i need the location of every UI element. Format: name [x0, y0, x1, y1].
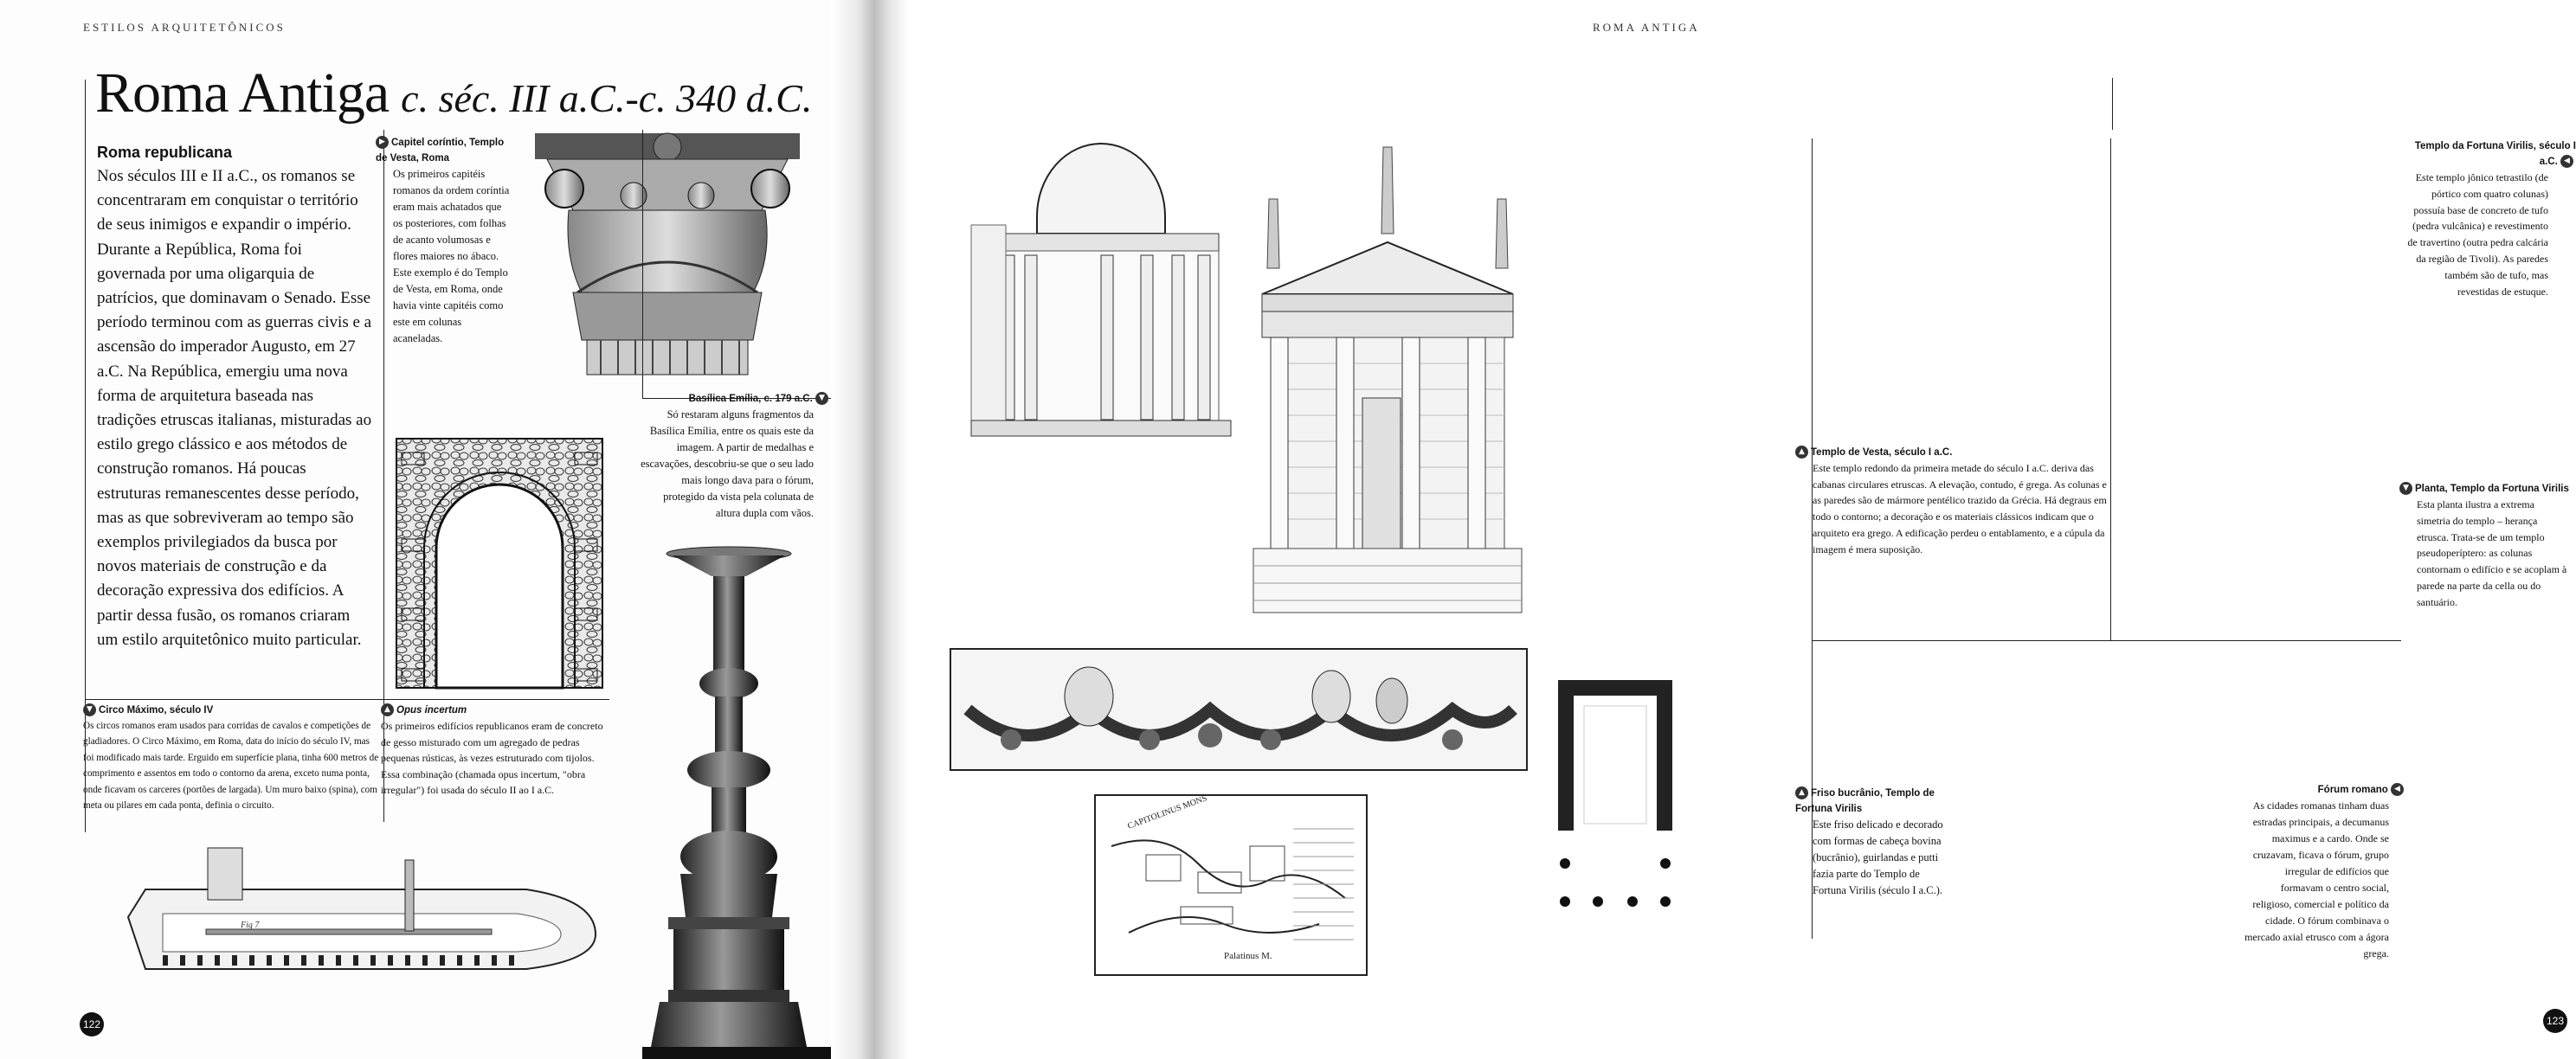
caption-planta-heading: ▼ Planta, Templo da Fortuna Virilis: [2399, 481, 2569, 497]
intro-heading: Roma republicana: [97, 144, 233, 161]
map-label-palatinus: Palatinus M.: [1224, 951, 1272, 961]
caption-planta-body: Esta planta ilustra a extrema simetria do templo – herança etrusca. Trata-se de um templo pseudoperíptero: as colunas contornam o edifício e se acoplam à parede na parte da cella ou do santuário.: [2417, 498, 2567, 608]
caption-forum-body: As cidades romanas tinham duas estradas principais, a decumanus maximus e a cardo. Onde se cruzavam, ficava o fórum, grupo irregular de edifícios que formavam o centro social, religioso, comercial e político da cidade. O fórum combinava o mercado axial etrusco com a ágora grega.: [2244, 799, 2389, 960]
circus-fig-label: Fig 7: [241, 921, 260, 930]
circo-rule-top: [85, 699, 609, 700]
temple-plan-figure: [1553, 675, 1678, 921]
caption-vesta-heading: ▲ Templo de Vesta, século I a.C.: [1795, 445, 2109, 460]
candelabrum-figure: [642, 545, 834, 1059]
right-page: [873, 0, 2576, 1059]
forum-map-figure: [1094, 794, 1368, 976]
arrow-up-icon: ▲: [1795, 446, 1808, 459]
arrow-down-icon: ▼: [2399, 482, 2412, 495]
arrow-left-icon: ◀: [2391, 783, 2404, 796]
title-dates: c. séc. III a.C.-c. 340 d.C.: [401, 76, 813, 120]
temple-of-vesta-figure: [971, 130, 1231, 436]
caption-circo-body: Os circos romanos eram usados para corridas de cavalos e competições de gladiadores. O Circo Máximo, em Roma, data do início do século IV, mas foi modificado mais tarde. Erguido em superfície plana, tinha 600 metros de comprimento e assentos em todo o contorno da arena, exceto numa ponta, onde ficavam os carceres (portões de largada). Um muro baixo (spina), com meta ou pilares em cada ponta, definia o circuito.: [83, 721, 379, 812]
corinthian-capital-figure: [530, 128, 805, 375]
temple-fortuna-virilis-figure: [1253, 138, 1522, 613]
frieze-rule-top: [1813, 640, 2401, 641]
circus-maximus-figure: [111, 848, 608, 979]
running-head-left: ESTILOS ARQUITETÔNICOS: [83, 21, 286, 34]
caption-opus-body: Os primeiros edifícios republicanos eram de concreto de gesso misturado com um agregado de pedras pequenas rústicas, às vezes estruturado com tijolos. Essa combinação (chamada opus incertum, "obra irregular") foi usada do século II ao I a.C.: [381, 720, 603, 797]
intro-text: Nos séculos III e II a.C., os romanos se concentraram em conquistar o território de seus inimigos e expandir o império. Durante a República, Roma foi governada por uma oligarquia de patrícios, que dominavam o Senado. Esse período terminou com as guerras civis e a ascensão do imperador Augusto, em 27 a.C. Na República, emergiu uma nova forma de arquitetura baseada nas tradições etruscas italianas, misturadas ao estilo grego clássico e aos métodos de construção romanos. Há poucas estruturas remanescentes desse período, mas as que sobreviveram ao tempo são exemplos privilegiados da busca por novos materiais de construção e da decoração expressiva dos edifícios. A partir dessa fusão, os romanos criaram um estilo arquitetônico muito particular.: [97, 167, 372, 649]
caption-opus-heading: ▲ Opus incertum: [381, 703, 608, 718]
caption-friso-heading: ▲ Friso bucrânio, Templo de Fortuna Virilis: [1795, 788, 1935, 814]
title-main: Roma Antiga: [95, 61, 390, 125]
caption-circo: [83, 703, 383, 813]
column-rule-right-3: [2112, 78, 2113, 130]
caption-capitel-body: Os primeiros capitéis romanos da ordem coríntia eram mais achatados que os posteriores, com folhas de acanto volumosas e flores maiores no ábaco. Este exemplo é do Templo de Vesta, em Roma, onde havia vinte capitéis como este em colunas acaneladas.: [393, 168, 510, 344]
page-number-right: 123: [2543, 1009, 2567, 1033]
arrow-left-icon: ◀: [2560, 155, 2573, 168]
column-rule-capital: [642, 130, 643, 398]
arrow-up-icon: ▲: [1795, 786, 1808, 799]
arrow-up-icon: ▲: [381, 703, 394, 716]
map-label-capitolinus: CAPITOLINUS MONS: [1126, 793, 1208, 831]
caption-friso-body: Este friso delicado e decorado com formas de cabeça bovina (bucrânio), guirlandas e putti fazia parte do Templo de Fortuna Virilis (século I a.C.).: [1813, 818, 1943, 896]
caption-basilica-heading: Basílica Emília, c. 179 a.C. ▼: [641, 391, 831, 407]
left-page: [0, 0, 873, 1059]
arrow-down-icon: ▼: [815, 392, 828, 405]
running-head-right: ROMA ANTIGA: [1593, 21, 1700, 34]
caption-fortuna-heading: Templo da Fortuna Virilis, século I a.C. ◀: [2414, 141, 2576, 167]
bucranium-frieze-figure: [950, 649, 1527, 770]
caption-circo-heading: ▼ Circo Máximo, século IV: [83, 703, 383, 718]
caption-opus: [381, 703, 608, 799]
opus-incertum-figure: [393, 435, 606, 691]
caption-capitel-heading: ▶ Capitel coríntio, Templo de Vesta, Roma: [376, 138, 505, 164]
caption-basilica-body: Só restaram alguns fragmentos da Basílica Emília, entre os quais este da imagem. A partir de medalhas e escavações, descobriu-se que o seu lado mais longo dava para o fórum, protegido da vista pela colunata de altura dupla com vãos.: [641, 408, 814, 519]
caption-vesta-body: Este templo redondo da primeira metade do século I a.C. deriva das cabanas circulares etruscas. A elevação, contudo, é grega. As colunas e as paredes são de mármore pentélico trazido da Grécia. Há degraus em todo o contorno; a decoração e os materiais clássicos indicam que o arquiteto era grego. A edificação perdeu o entablamento, e a cúpula da imagem é mera suposição.: [1813, 462, 2107, 555]
arrow-right-icon: ▶: [376, 136, 389, 149]
caption-capitel: [376, 135, 512, 347]
arrow-down-icon: ▼: [83, 703, 96, 716]
caption-forum-heading: Fórum romano ◀: [2242, 782, 2406, 798]
caption-fortuna-body: Este templo jônico tetrastilo (de pórtico com quatro colunas) possuía base de concreto de tufo (pedra vulcânica) e revestimento de travertino (outra pedra calcária da região de Tivoli). As paredes também são de tufo, mas revestidas de estuque.: [2407, 171, 2548, 298]
caption-planta: [2399, 481, 2569, 611]
caption-vesta: [1795, 445, 2109, 557]
caption-fortuna: [2406, 138, 2576, 299]
caption-forum: [2242, 782, 2406, 962]
page-number-left: 122: [80, 1012, 104, 1037]
caption-friso: [1795, 786, 1951, 899]
column-rule-right-2: [2110, 138, 2111, 640]
caption-basilica: [641, 391, 831, 522]
page-title: [95, 61, 812, 126]
